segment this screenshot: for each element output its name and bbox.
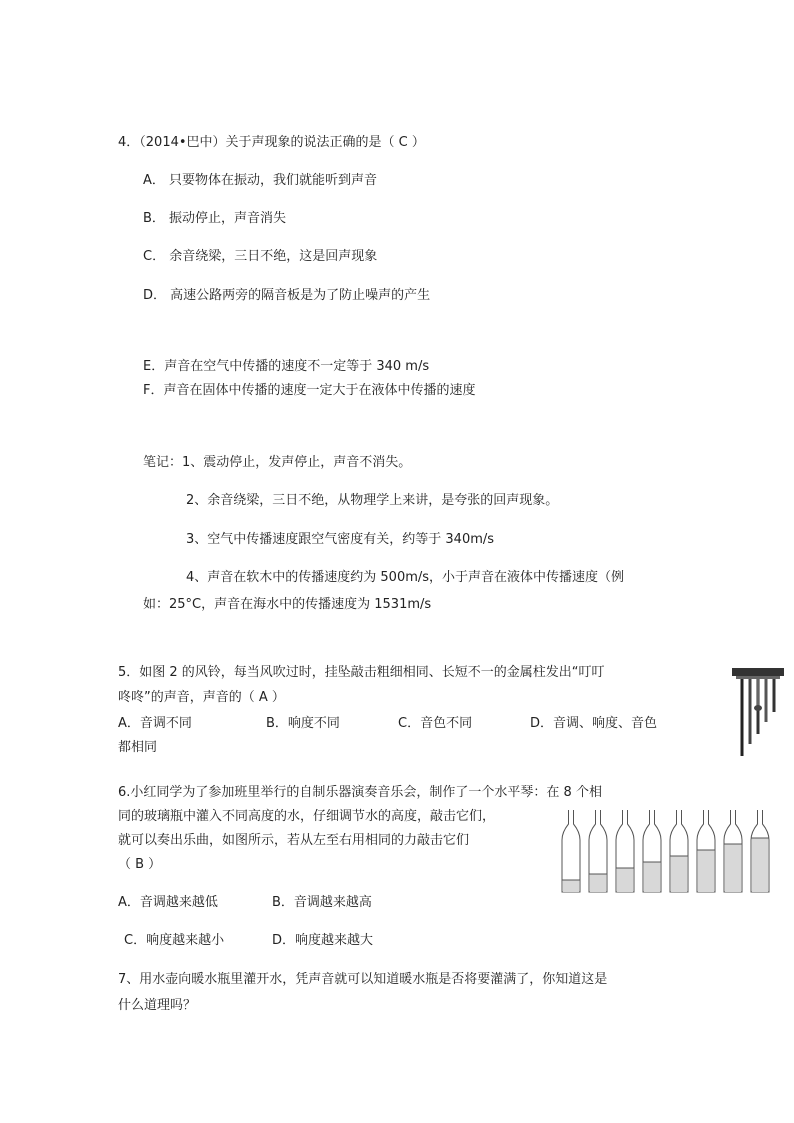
- wind-chime-figure: [728, 666, 788, 762]
- q4-option-d: D． 高速公路两旁的隔音板是为了防止噪声的产生: [143, 288, 431, 303]
- q6-option-a: A．音调越来越低: [118, 895, 218, 910]
- note-4-line1: 4、声音在软木中的传播速度约为 500m/s，小于声音在液体中传播速度（例: [186, 570, 625, 585]
- glass-bottles-figure: [558, 804, 782, 896]
- note-2: 2、余音绕梁，三日不绝，从物理学上来讲，是夸张的回声现象。: [186, 493, 559, 508]
- q5-option-d-cont: 都相同: [118, 740, 158, 755]
- q4-option-b: B． 振动停止，声音消失: [143, 211, 287, 226]
- q6-option-d: D．响度越来越大: [272, 933, 374, 948]
- q5-option-a: A．音调不同: [118, 716, 192, 731]
- note-4-line2: 如：25°C，声音在海水中的传播速度为 1531m/s: [143, 597, 432, 612]
- note-1: 笔记：1、震动停止，发声停止，声音不消失。: [143, 455, 412, 470]
- q5-option-c: C．音色不同: [398, 716, 473, 731]
- q6-line2: 同的玻璃瓶中灌入不同高度的水，仔细调节水的高度，敲击它们，: [118, 809, 496, 824]
- bottle-water: [671, 856, 687, 892]
- q6-answer: （ B ）: [118, 857, 162, 872]
- q6-line3: 就可以奏出乐曲，如图所示，若从左至右用相同的力敲击它们: [118, 833, 470, 848]
- q6-option-c: C．响度越来越小: [124, 933, 225, 948]
- q4-stem: 4．（2014•巴中）关于声现象的说法正确的是（ C ）: [118, 135, 425, 150]
- q6-option-b: B．音调越来越高: [272, 895, 372, 910]
- q4-option-a: A． 只要物体在振动，我们就能听到声音: [143, 173, 378, 188]
- bottle-water: [617, 868, 633, 892]
- q5-option-d: D．音调、响度、音色: [530, 716, 658, 731]
- q4-option-f: F．声音在固体中传播的速度一定大于在液体中传播的速度: [143, 383, 476, 398]
- bottle-water: [725, 844, 741, 892]
- bottle-water: [563, 880, 579, 892]
- q5-option-b: B．响度不同: [266, 716, 340, 731]
- q5-line1: 5．如图 2 的风铃，每当风吹过时，挂坠敲击粗细相同、长短不一的金属柱发出“叮叮: [118, 665, 605, 680]
- bottle-water: [698, 850, 714, 892]
- q6-line1: 6.小红同学为了参加班里举行的自制乐器演奏音乐会，制作了一个水平琴：在 8 个相: [118, 785, 602, 800]
- bottle-water: [644, 862, 660, 892]
- note-3: 3、空气中传播速度跟空气密度有关，约等于 340m/s: [186, 532, 495, 547]
- q4-option-c: C． 余音绕梁，三日不绝，这是回声现象: [143, 249, 378, 264]
- bottle-water: [590, 874, 606, 892]
- q7-line1: 7、用水壶向暖水瓶里灌开水，凭声音就可以知道暖水瓶是否将要灌满了，你知道这是: [118, 972, 608, 987]
- q4-option-e: E．声音在空气中传播的速度不一定等于 340 m/s: [143, 359, 430, 374]
- q5-line2: 咚咚”的声音，声音的（ A ）: [118, 690, 285, 705]
- bottle-water: [752, 838, 768, 892]
- q7-line2: 什么道理吗？: [118, 998, 197, 1013]
